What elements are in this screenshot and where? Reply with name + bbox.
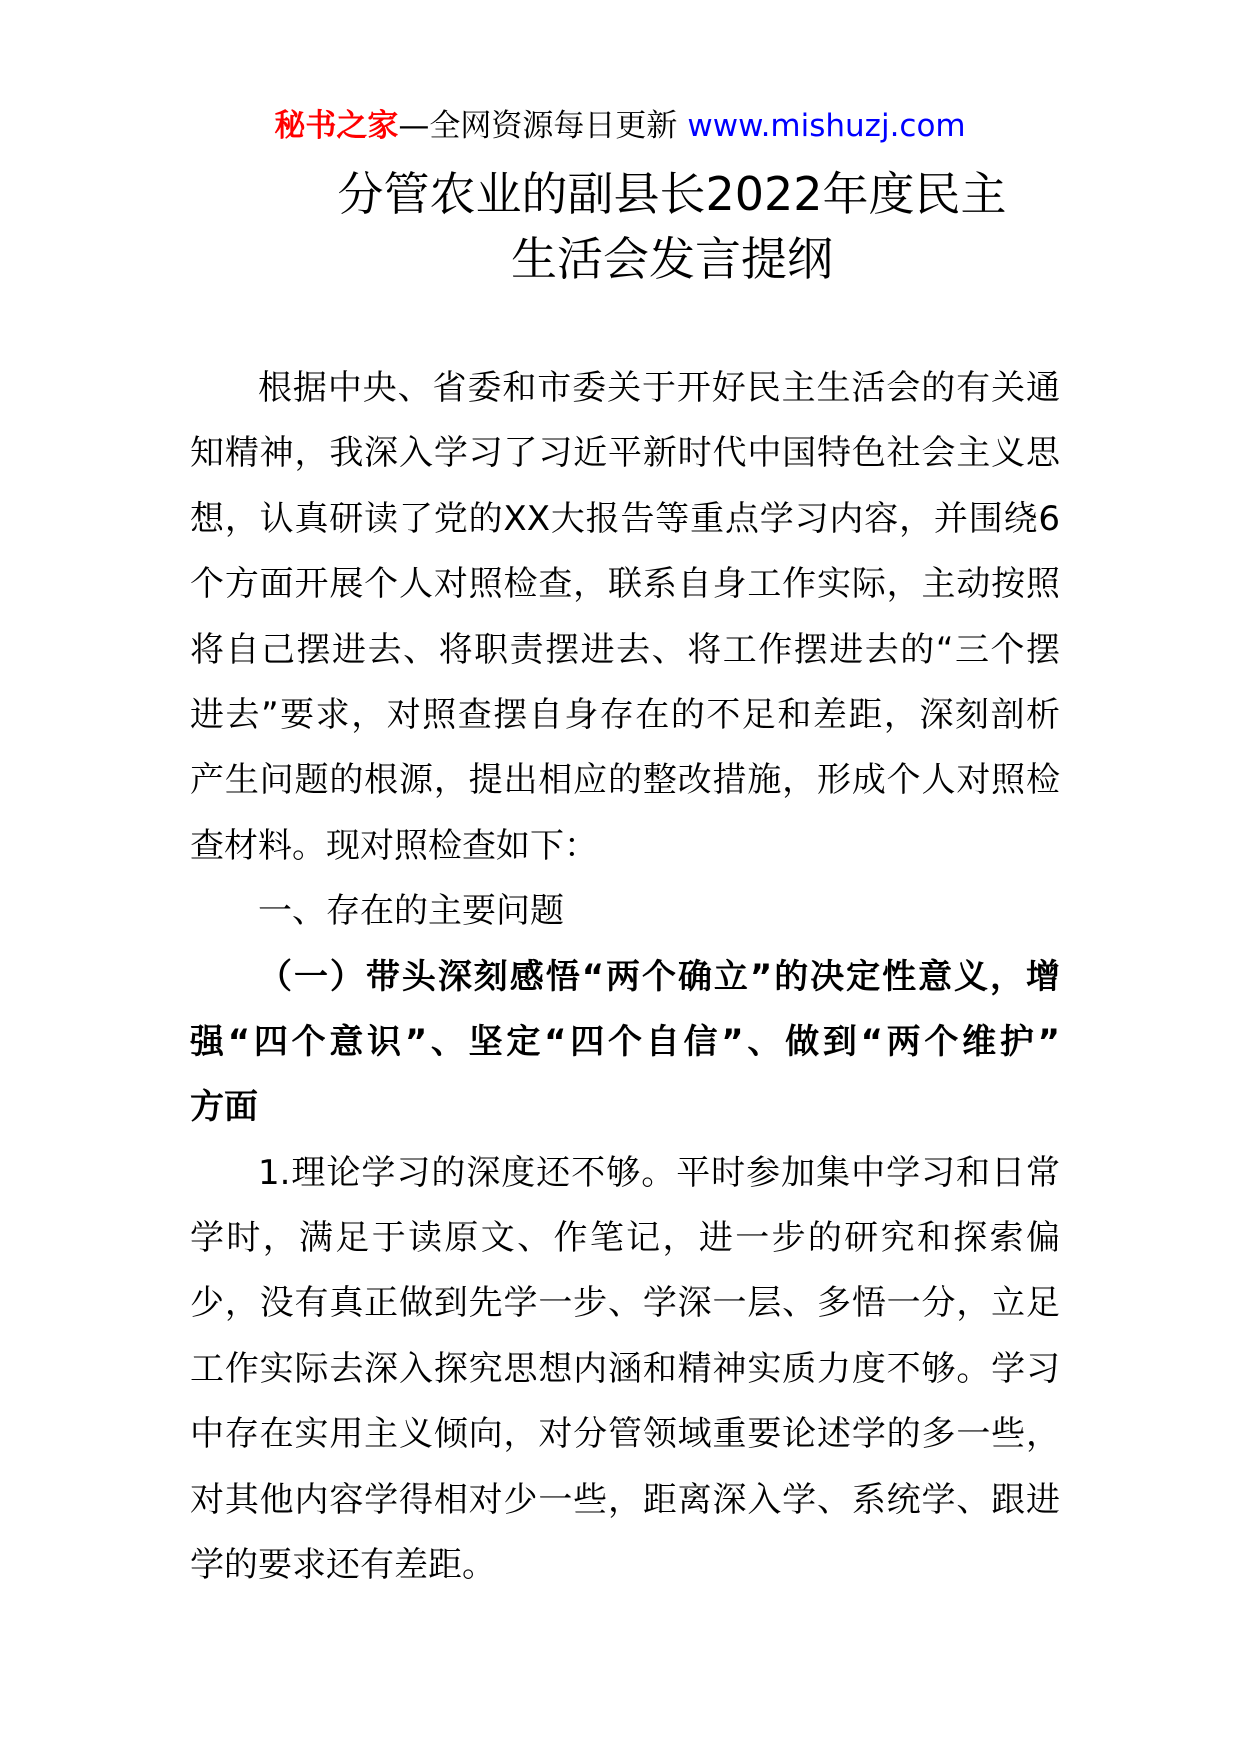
intro-line: 根据中央、省委和市委关于开好民主生活会的有关通 — [258, 368, 1060, 408]
title-line-2: 生活会发言提纲 — [511, 232, 833, 286]
intro-paragraph — [190, 356, 1060, 879]
item-1-line: 中存在实用主义倾向，对分管领域重要论述学的多一些， — [190, 1414, 1060, 1455]
item-1-paragraph — [190, 1141, 1060, 1599]
document-title — [272, 162, 1072, 292]
item-1-line: 工作实际去深入探究思想内涵和精神实质力度不够。学习 — [190, 1348, 1060, 1389]
site-header — [0, 106, 1240, 146]
site-url: www.mishuzj.com — [687, 108, 966, 144]
title-line-1: 分管农业的副县长2022年度民主 — [337, 167, 1007, 221]
intro-line: 想，认真研读了党的XX大报告等重点学习内容，并围绕6 — [190, 498, 1060, 539]
item-1-line: 1.理论学习的深度还不够。平时参加集中学习和日常 — [258, 1152, 1060, 1193]
intro-line: 将自己摆进去、将职责摆进去、将工作摆进去的“三个摆 — [190, 629, 1060, 670]
item-1-line: 学的要求还有差距。 — [190, 1545, 496, 1586]
header-tagline: —全网资源每日更新 — [398, 108, 678, 144]
document-body — [190, 356, 1060, 1598]
intro-line: 产生问题的根源，提出相应的整改措施，形成个人对照检 — [190, 760, 1060, 801]
item-1-line: 对其他内容学得相对少一些，距离深入学、系统学、跟进 — [190, 1479, 1060, 1520]
intro-line: 查材料。现对照检查如下： — [190, 825, 598, 866]
intro-line: 个方面开展个人对照检查，联系自身工作实际，主动按照 — [190, 564, 1060, 605]
intro-line: 知精神，我深入学习了习近平新时代中国特色社会主义思 — [190, 433, 1060, 474]
subsection-heading-line: 方面 — [190, 1087, 258, 1128]
item-1-line: 学时，满足于读原文、作笔记，进一步的研究和探索偏 — [190, 1218, 1060, 1259]
section-heading: 一、存在的主要问题 — [258, 891, 564, 932]
intro-line: 进去”要求，对照查摆自身存在的不足和差距，深刻剖析 — [190, 694, 1060, 735]
item-1-line: 少，没有真正做到先学一步、学深一层、多悟一分，立足 — [190, 1283, 1060, 1324]
subsection-heading-line: （一）带头深刻感悟“两个确立”的决定性意义，增 — [258, 956, 1060, 997]
subsection-heading-line: 强“四个意识”、坚定“四个自信”、做到“两个维护” — [190, 1021, 1060, 1062]
brand-name: 秘书之家 — [274, 108, 399, 144]
subsection-heading — [190, 945, 1060, 1141]
